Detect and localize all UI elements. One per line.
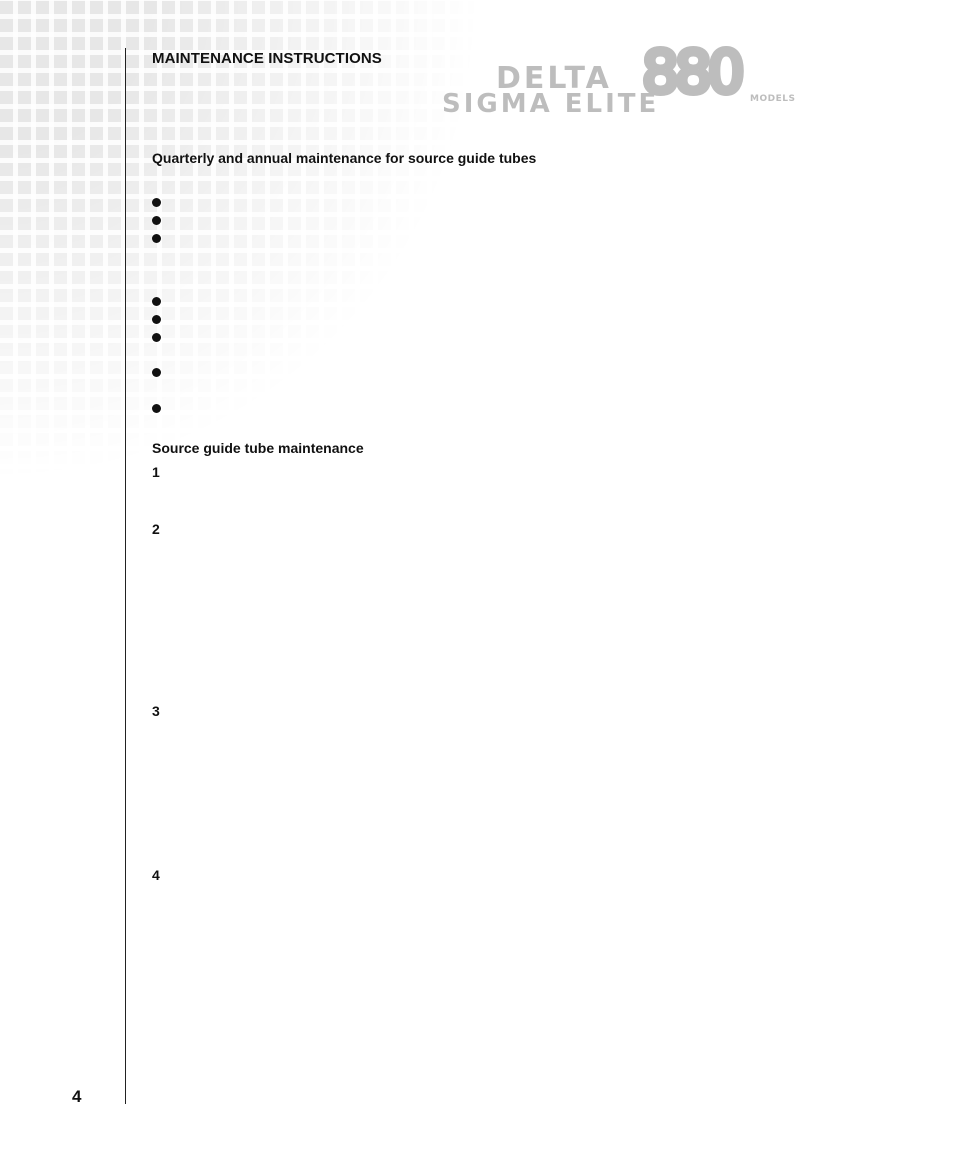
step-number-2: 2 bbox=[152, 521, 160, 537]
bullet-1 bbox=[152, 198, 161, 207]
bullet-7 bbox=[152, 368, 161, 377]
step-number-3: 3 bbox=[152, 703, 160, 719]
logo-sigma-elite: SIGMA ELITE bbox=[442, 89, 660, 116]
bullet-2 bbox=[152, 216, 161, 225]
bullet-4 bbox=[152, 297, 161, 306]
page-header: MAINTENANCE INSTRUCTIONS bbox=[152, 50, 382, 67]
bullet-5 bbox=[152, 315, 161, 324]
margin-rule bbox=[125, 48, 126, 1104]
step-number-1: 1 bbox=[152, 464, 160, 480]
source-guide-section-title: Source guide tube maintenance bbox=[152, 440, 364, 456]
logo-delta: DELTA bbox=[496, 61, 612, 96]
step-number-4: 4 bbox=[152, 867, 160, 883]
quarterly-section-title: Quarterly and annual maintenance for source guide tubes bbox=[152, 150, 537, 166]
product-logo bbox=[440, 44, 810, 116]
logo-number: 880 bbox=[642, 44, 741, 106]
page-number: 4 bbox=[72, 1087, 82, 1106]
bullet-6 bbox=[152, 333, 161, 342]
logo-models: MODELS bbox=[750, 94, 796, 104]
bullet-8 bbox=[152, 404, 161, 413]
grid-background bbox=[0, 0, 500, 500]
bullet-3 bbox=[152, 234, 161, 243]
